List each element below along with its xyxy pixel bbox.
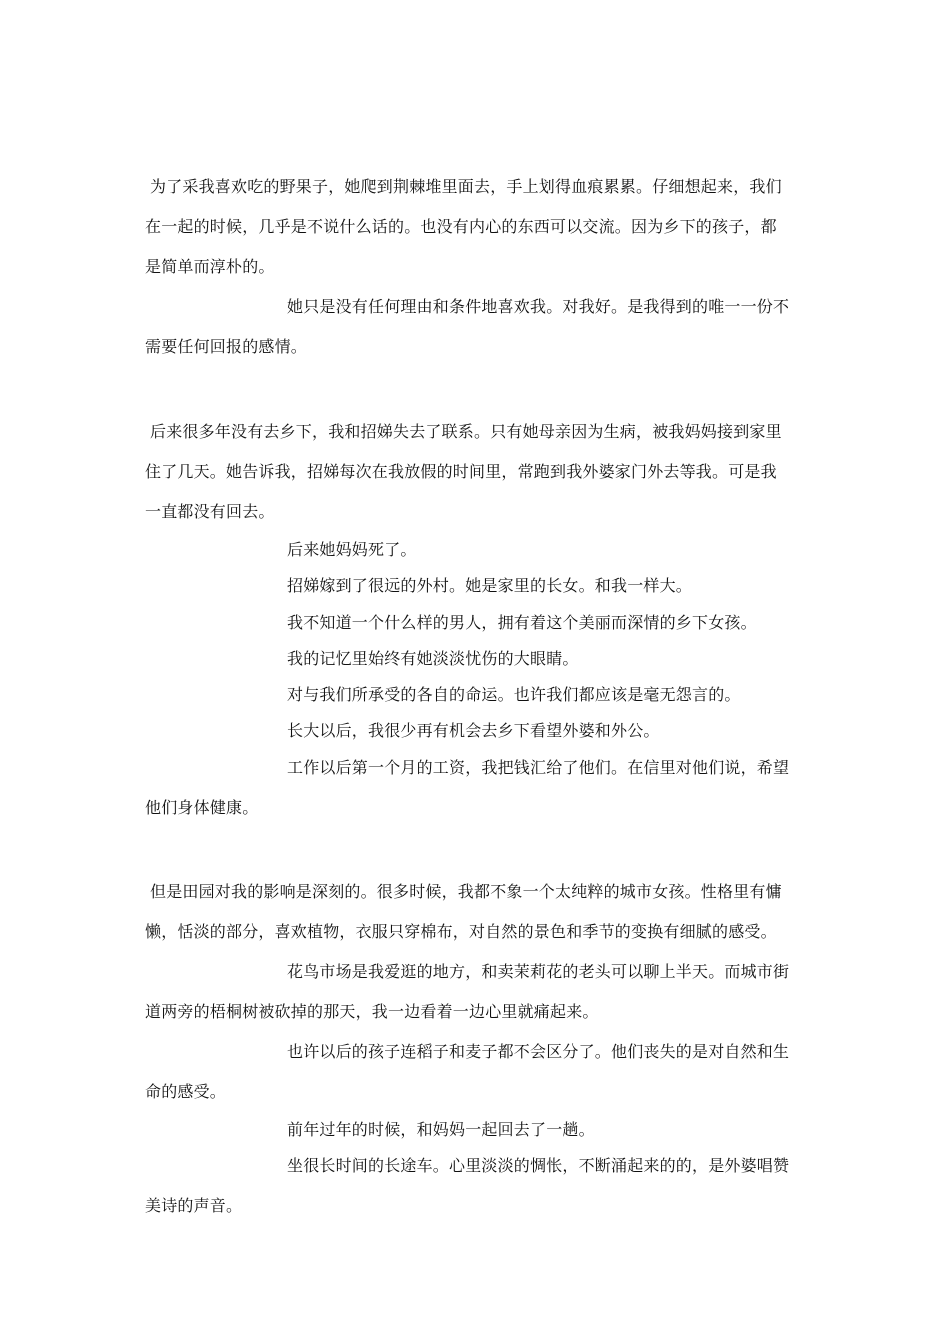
text-line: 住了几天。她告诉我，招娣每次在我放假的时间里，常跑到我外婆家门外去等我。可是我	[145, 462, 777, 481]
text-line: 懒，恬淡的部分，喜欢植物，衣服只穿棉布，对自然的景色和季节的变换有细腻的感受。	[145, 922, 777, 941]
text-line: 我不知道一个什么样的男人，拥有着这个美丽而深情的乡下女孩。	[287, 613, 757, 632]
text-line: 她只是没有任何理由和条件地喜欢我。对我好。是我得到的唯一一份不	[287, 297, 790, 316]
text-line: 在一起的时候，几乎是不说什么话的。也没有内心的东西可以交流。因为乡下的孩子，都	[145, 217, 777, 236]
text-line: 为了采我喜欢吃的野果子，她爬到荆棘堆里面去，手上划得血痕累累。仔细想起来，我们	[150, 177, 782, 196]
text-line: 后来很多年没有去乡下，我和招娣失去了联系。只有她母亲因为生病，被我妈妈接到家里	[150, 422, 782, 441]
text-line: 需要任何回报的感情。	[145, 337, 308, 356]
text-line: 但是田园对我的影响是深刻的。很多时候，我都不象一个太纯粹的城市女孩。性格里有慵	[150, 882, 782, 901]
text-line: 他们身体健康。	[145, 798, 259, 817]
text-line: 工作以后第一个月的工资，我把钱汇给了他们。在信里对他们说，希望	[287, 758, 790, 777]
text-line: 命的感受。	[145, 1082, 227, 1101]
text-line: 道两旁的梧桐树被砍掉的那天，我一边看着一边心里就痛起来。	[145, 1002, 599, 1021]
text-line: 我的记忆里始终有她淡淡忧伤的大眼睛。	[287, 649, 579, 668]
text-line: 美诗的声音。	[145, 1196, 243, 1215]
text-line: 对与我们所承受的各自的命运。也许我们都应该是毫无怨言的。	[287, 685, 741, 704]
text-line: 后来她妈妈死了。	[287, 540, 417, 559]
text-line: 招娣嫁到了很远的外村。她是家里的长女。和我一样大。	[287, 576, 693, 595]
text-line: 一直都没有回去。	[145, 502, 275, 521]
text-line: 坐很长时间的长途车。心里淡淡的惆怅，不断涌起来的的，是外婆唱赞	[287, 1156, 790, 1175]
text-line: 是简单而淳朴的。	[145, 257, 275, 276]
text-line: 长大以后，我很少再有机会去乡下看望外婆和外公。	[287, 721, 660, 740]
text-line: 也许以后的孩子连稻子和麦子都不会区分了。他们丧失的是对自然和生	[287, 1042, 790, 1061]
text-line: 花鸟市场是我爱逛的地方，和卖茉莉花的老头可以聊上半天。而城市街	[287, 962, 790, 981]
text-line: 前年过年的时候，和妈妈一起回去了一趟。	[287, 1120, 595, 1139]
